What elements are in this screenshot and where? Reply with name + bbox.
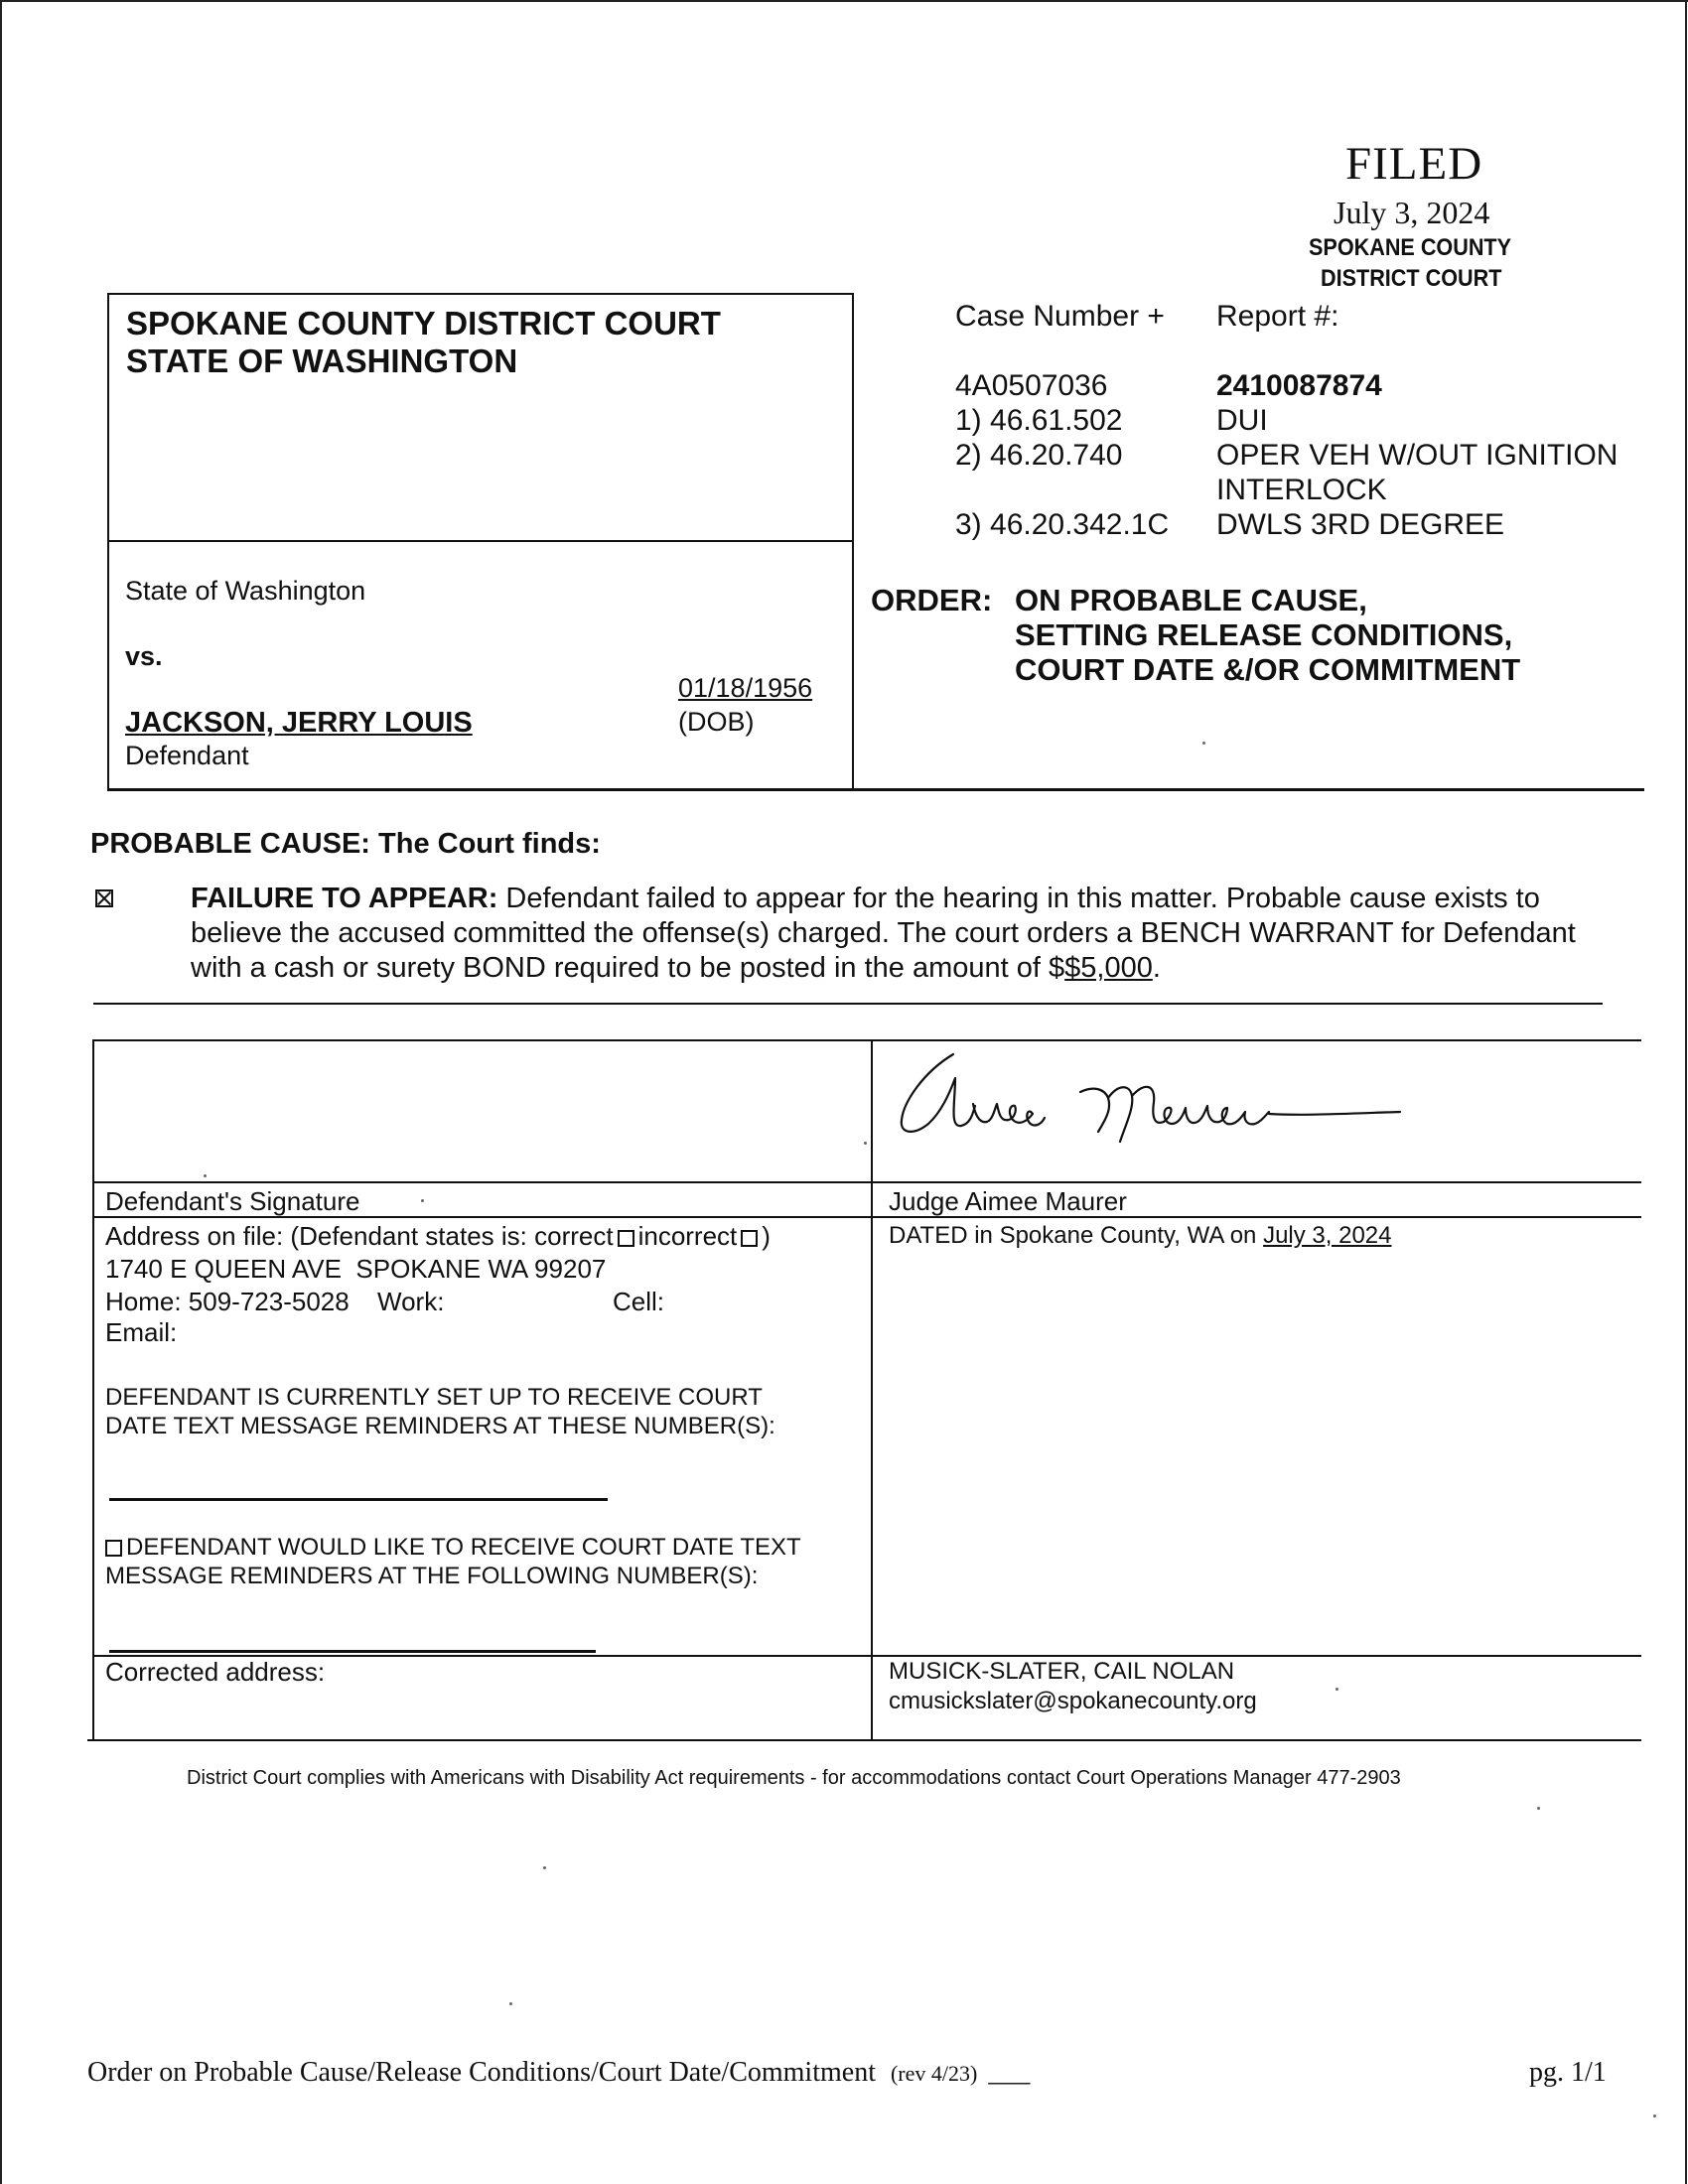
scan-speck (204, 1174, 207, 1177)
page-left-edge (0, 0, 2, 2184)
order-line1: ON PROBABLE CAUSE, (1015, 583, 1367, 617)
text-setup-line1: DEFENDANT IS CURRENTLY SET UP TO RECEIVE COURT (105, 1384, 763, 1411)
order-line3: COURT DATE &/OR COMMITMENT (1015, 652, 1521, 687)
court-name-line1: SPOKANE COUNTY DISTRICT COURT (126, 305, 721, 341)
sig-table-bottom (87, 1739, 1641, 1741)
charge-2-desc: OPER VEH W/OUT IGNITION (1216, 439, 1618, 472)
corrected-address-label: Corrected address: (105, 1657, 326, 1687)
scan-speck (543, 1866, 546, 1869)
court-name-line2: STATE OF WASHINGTON (126, 342, 518, 379)
charge-2-desc-cont: INTERLOCK (1216, 474, 1387, 506)
form-title: Order on Probable Cause/Release Conditions/Court Date/Commitment (87, 2057, 876, 2088)
scan-speck (421, 1199, 424, 1202)
judge-signature (884, 1042, 1440, 1152)
address-street: 1740 E QUEEN AVE SPOKANE WA 99207 (105, 1254, 607, 1284)
text-wish-line1: DEFENDANT WOULD LIKE TO RECEIVE COURT DATE TEXT (126, 1534, 801, 1561)
judge-name-label: Judge Aimee Maurer (889, 1186, 1127, 1216)
charge-2-code: 2) 46.20.740 (955, 439, 1123, 472)
caption-box-top (107, 293, 854, 295)
caption-box-middle (107, 540, 854, 542)
caption-box-bottom (107, 788, 1644, 791)
text-wish-line2: MESSAGE REMINDERS AT THE FOLLOWING NUMBER(S): (105, 1563, 759, 1589)
home-phone: Home: 509-723-5028 (105, 1287, 350, 1316)
text-setup-line2: DATE TEXT MESSAGE REMINDERS AT THESE NUMBER(S): (105, 1413, 775, 1439)
footer-form-title (87, 2057, 1030, 2089)
bond-amount: $5,000 (1064, 952, 1153, 984)
defendant-signature-label: Defendant's Signature (105, 1186, 360, 1216)
defendant-name: JACKSON, JERRY LOUIS (125, 707, 473, 739)
order-label: ORDER: (871, 583, 993, 617)
fta-label: FAILURE TO APPEAR: (191, 883, 498, 914)
fta-end: . (1152, 952, 1161, 984)
dated-prefix: DATED in Spokane County, WA on (889, 1222, 1257, 1249)
scan-speck (1653, 2115, 1656, 2117)
page-number: pg. 1/1 (1529, 2057, 1607, 2088)
plaintiff: State of Washington (125, 576, 366, 606)
text-wish-checkbox[interactable] (105, 1540, 122, 1557)
form-blank: ___ (988, 2057, 1031, 2088)
charge-3-desc: DWLS 3RD DEGREE (1216, 508, 1505, 541)
filed-stamp-county: SPOKANE COUNTY (1309, 234, 1512, 261)
sig-table-top (92, 1039, 1641, 1041)
work-phone-label: Work: (377, 1287, 445, 1316)
case-number-label: Case Number + (955, 300, 1165, 333)
address-on-file-line (105, 1221, 771, 1252)
court-name (126, 305, 721, 380)
charge-1-desc: DUI (1216, 404, 1268, 437)
scan-speck (1336, 1688, 1338, 1691)
page-right-edge (1685, 0, 1687, 2184)
filed-stamp-court: DISTRICT COURT (1321, 265, 1502, 292)
address-on-file-prefix: Address on file: (Defendant states is: correct (105, 1221, 614, 1251)
email-label: Email: (105, 1317, 178, 1347)
scan-speck (864, 1142, 867, 1145)
ada-notice: District Court complies with Americans with Disability Act requirements - for accommodations contact Court Operations Manager 477-2903 (187, 1767, 1401, 1789)
probable-cause-heading: PROBABLE CAUSE: The Court finds: (90, 828, 601, 860)
sig-table-middle (871, 1039, 873, 1740)
failure-to-appear-checkbox[interactable] (95, 889, 113, 907)
text-setup-notice (105, 1383, 775, 1440)
address-incorrect-checkbox[interactable] (741, 1230, 758, 1247)
dated-line (889, 1221, 1392, 1250)
report-number: 2410087874 (1216, 369, 1382, 402)
text-setup-number-line (109, 1498, 608, 1501)
filed-stamp-word: FILED (1345, 138, 1483, 190)
versus: vs. (125, 641, 163, 671)
scan-speck (1537, 1807, 1540, 1810)
order-line2: SETTING RELEASE CONDITIONS, (1015, 617, 1513, 652)
failure-to-appear-paragraph (191, 882, 1630, 986)
report-number-label: Report #: (1216, 300, 1339, 333)
fta-text: Defendant failed to appear for the hearing in this matter. Probable cause exists to believe the accused committed the offense(s) charged. The court orders a BENCH WARRANT for Defendant with a cash or surety BOND required to be posted in the amount of $ (191, 883, 1576, 984)
form-revision: (rev 4/23) (890, 2061, 978, 2086)
filed-stamp-date: July 3, 2024 (1334, 195, 1490, 230)
case-number: 4A0507036 (955, 369, 1108, 402)
defendant-label: Defendant (125, 741, 249, 770)
pc-divider (93, 1003, 1603, 1005)
cell-phone-label: Cell: (613, 1287, 665, 1316)
address-incorrect-label: incorrect (637, 1221, 738, 1251)
sig-table-row1 (92, 1181, 1641, 1183)
text-wish-number-line (109, 1650, 596, 1653)
charge-1-code: 1) 46.61.502 (955, 404, 1123, 437)
page-top-edge (0, 0, 1688, 2)
text-wish-notice (105, 1533, 801, 1590)
address-close-paren: ) (762, 1221, 771, 1251)
scan-speck (509, 2002, 512, 2005)
attorney-email: cmusickslater@spokanecounty.org (889, 1688, 1257, 1714)
dob-label: (DOB) (678, 707, 755, 737)
order-title (1015, 583, 1520, 687)
address-correct-checkbox[interactable] (618, 1230, 634, 1247)
attorney-name: MUSICK-SLATER, CAIL NOLAN (889, 1658, 1235, 1685)
scan-speck (1202, 742, 1205, 745)
sig-table-left (92, 1039, 94, 1740)
dated-date: July 3, 2024 (1263, 1222, 1392, 1249)
defendant-dob: 01/18/1956 (678, 673, 813, 703)
charge-3-code: 3) 46.20.342.1C (955, 508, 1170, 541)
